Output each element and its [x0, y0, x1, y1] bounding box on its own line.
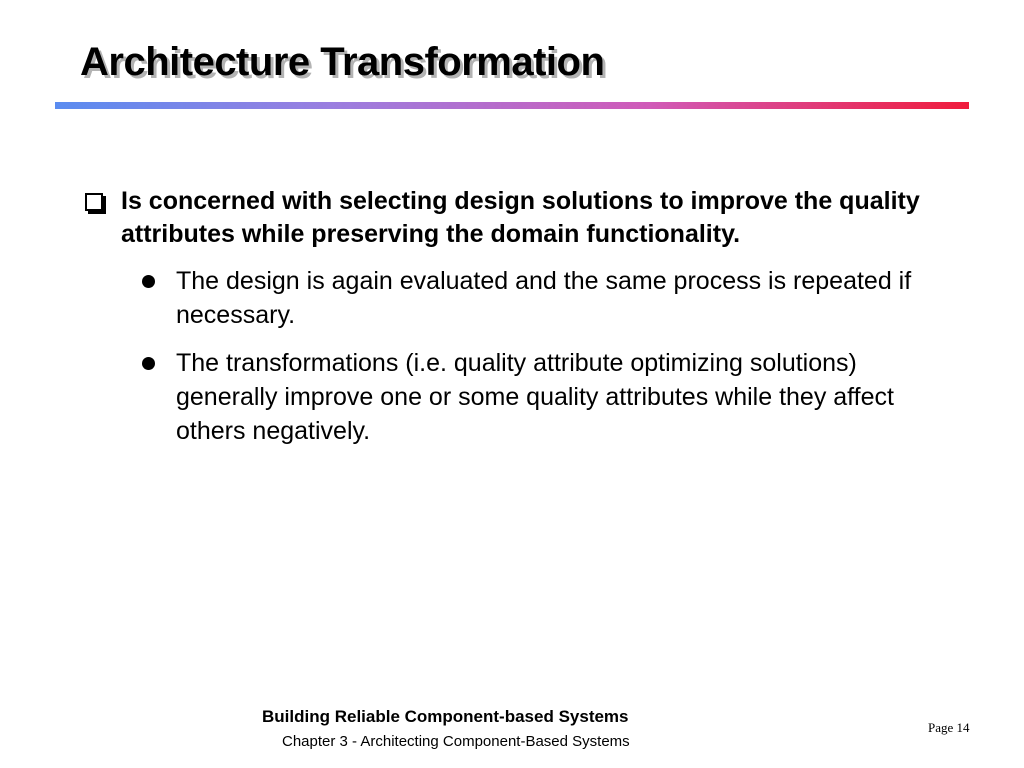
sub-bullet	[84, 264, 944, 332]
sub-bullet-text: The design is again evaluated and the same process is repeated if necessary.	[176, 267, 912, 329]
footer-title: Building Reliable Component-based Systems	[262, 707, 629, 726]
main-bullet	[84, 185, 944, 251]
slide-content	[84, 185, 944, 448]
checkbox-icon	[85, 193, 103, 211]
slide-title: Architecture Transformation	[80, 40, 605, 84]
sub-bullet	[84, 346, 944, 448]
title-gradient-rule	[55, 102, 969, 109]
sub-bullet-text: The transformations (i.e. quality attribute optimizing solutions) generally improve one or some quality attributes while they affect others negatively.	[176, 349, 894, 445]
dot-icon	[142, 275, 155, 288]
main-bullet-text: Is concerned with selecting design solutions to improve the quality attributes while preserving the domain functionality.	[121, 187, 920, 248]
page-number: Page 14	[928, 720, 970, 735]
footer-subtitle: Chapter 3 - Architecting Component-Based Systems	[282, 733, 630, 750]
dot-icon	[142, 357, 155, 370]
